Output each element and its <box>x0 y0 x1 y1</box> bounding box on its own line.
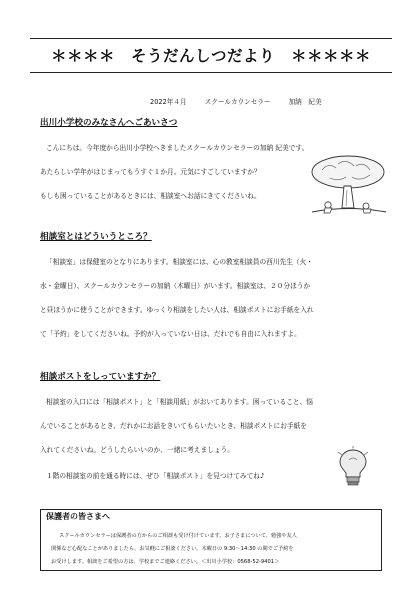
parents-notice-heading: 保護者の皆さまへ <box>46 512 110 521</box>
section-greeting-line: あたらしい学年がはじまってもうすぐ１か月。元気にすごしていますか？ <box>40 168 261 176</box>
section-greeting-heading: 出川小学校のみなさんへごあいさつ <box>40 118 178 128</box>
section-room-line: と昼ほうかに使うことができます。ゆっくり相談をしたい人は、相談ポストにお手紙を入れ <box>40 306 314 314</box>
issue-info <box>150 96 390 106</box>
section-greeting-line: こんにちは。今年度から出川小学校へきましたスクールカウンセラーの加納 紀美です。 <box>46 144 309 152</box>
section-room-line: て「予約」をしてくださいね。予約が入っていない日は、だれでも自由に入れますよ。 <box>40 330 301 338</box>
title-underline <box>30 72 392 73</box>
light-bulb-icon <box>336 446 370 488</box>
section-post-heading: 相談ポストをしっていますか？ <box>40 372 161 382</box>
section-post-line: 入れてくださいね。どうしたらいいのか、一緒に考えましょう。 <box>40 446 234 454</box>
section-room-line: 水・金曜日）、スクールカウンセラーの加納（木曜日）がいます。相談室は、２０分ほうか <box>40 282 311 290</box>
parents-notice-box <box>40 509 382 571</box>
author-role: スクールカウンセラー <box>204 98 271 106</box>
top-rule <box>30 38 392 39</box>
parents-notice-line: お受けします。相談をご希望の方は、学校までご連絡ください。＜出川小学校：0568-52-9401＞ <box>51 559 280 565</box>
section-post-line: １階の相談室の前を通る時には、ぜひ「相談ポスト」を見つけてみてね♪ <box>46 472 265 480</box>
parents-notice-line: スクールカウンセラーは保護者の方からのご相談も受け付けています。お子さまについて、勉強や友人 <box>59 533 297 539</box>
author-name: 加納 紀美 <box>288 98 322 106</box>
section-room-heading: 相談室とはどういうところ？ <box>40 232 152 242</box>
tree-reading-icon <box>308 150 388 220</box>
section-greeting-line: もしも困っていることがあるときには、相談室へお話にきてくださいね。 <box>40 192 261 200</box>
parents-notice-line: 関係など心配なことがありましたら、お気軽にご相談ください。木曜日の 9:30～14:30 の間でご予約を <box>51 546 294 552</box>
section-post-line: んでいることがあるとき、だれかにお話をきいてもらいたいとき、相談ポストにお手紙を <box>40 422 307 430</box>
newsletter-title: ＊＊＊＊ そうだんしつだより ＊＊＊＊＊ <box>50 47 371 65</box>
section-room-line: 「相談室」は保健室のとなりにあります。相談室には、心の教室相談員の西川先生（火・ <box>46 258 313 266</box>
issue-date: 2022年４月 <box>150 98 187 106</box>
section-post-line: 相談室の入口には「相談ポスト」と「相談用紙」がおいてあります。困っていること、悩 <box>46 398 313 406</box>
